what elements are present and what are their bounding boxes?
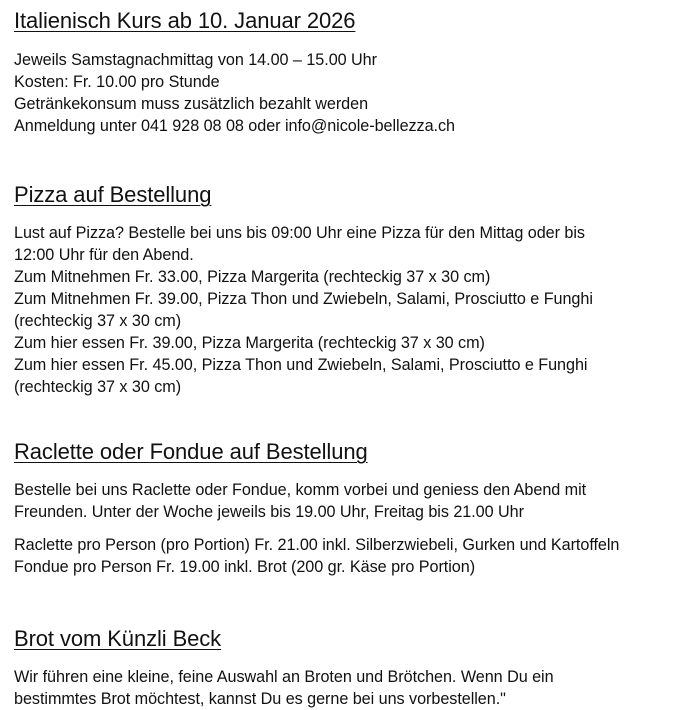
section-heading: Pizza auf Bestellung [14,182,212,207]
text-line: Fondue pro Person Fr. 19.00 inkl. Brot (200 gr. Käse pro Portion) [14,558,476,576]
section-bread [14,625,686,710]
section-text [14,534,686,578]
text-line: Zum Mitnehmen Fr. 33.00, Pizza Margerita (rechteckig 37 x 30 cm) [14,268,491,286]
text-line: Raclette pro Person (pro Portion) Fr. 21.00 inkl. Silberzwiebeli, Gurken und Kartoffeln [14,536,620,554]
section-heading: Brot vom Künzli Beck [14,626,222,651]
section-heading: Raclette oder Fondue auf Bestellung [14,439,368,464]
section-italian-course [14,7,686,137]
text-line: Lust auf Pizza? Bestelle bei uns bis 09:00 Uhr eine Pizza für den Mittag oder bis [14,224,585,242]
text-line: Bestelle bei uns Raclette oder Fondue, komm vorbei und geniess den Abend mit [14,481,587,499]
text-line: (rechteckig 37 x 30 cm) [14,312,182,330]
text-line: Freunden. Unter der Woche jeweils bis 19.00 Uhr, Freitag bis 21.00 Uhr [14,503,524,521]
section-text [14,479,686,523]
section-text [14,222,686,398]
text-line: Jeweils Samstagnachmittag von 14.00 – 15.00 Uhr [14,51,377,69]
text-line: Zum hier essen Fr. 45.00, Pizza Thon und Zwiebeln, Salami, Prosciutto e Funghi [14,356,588,374]
text-line: Zum Mitnehmen Fr. 39.00, Pizza Thon und Zwiebeln, Salami, Prosciutto e Funghi [14,290,593,308]
text-line: (rechteckig 37 x 30 cm) [14,378,182,396]
text-line: Wir führen eine kleine, feine Auswahl an Broten und Brötchen. Wenn Du ein [14,668,554,686]
section-heading: Italienisch Kurs ab 10. Januar 2026 [14,8,356,33]
section-raclette-fondue [14,438,686,578]
text-line: bestimmtes Brot möchtest, kannst Du es gerne bei uns vorbestellen." [14,690,506,708]
text-line: Anmeldung unter 041 928 08 08 oder info@nicole-bellezza.ch [14,117,456,135]
text-line: 12:00 Uhr für den Abend. [14,246,194,264]
text-line: Getränkekonsum muss zusätzlich bezahlt werden [14,95,369,113]
section-text [14,49,686,137]
section-pizza [14,181,686,398]
section-text [14,666,686,710]
text-line: Zum hier essen Fr. 39.00, Pizza Margerita (rechteckig 37 x 30 cm) [14,334,485,352]
text-line: Kosten: Fr. 10.00 pro Stunde [14,73,220,91]
